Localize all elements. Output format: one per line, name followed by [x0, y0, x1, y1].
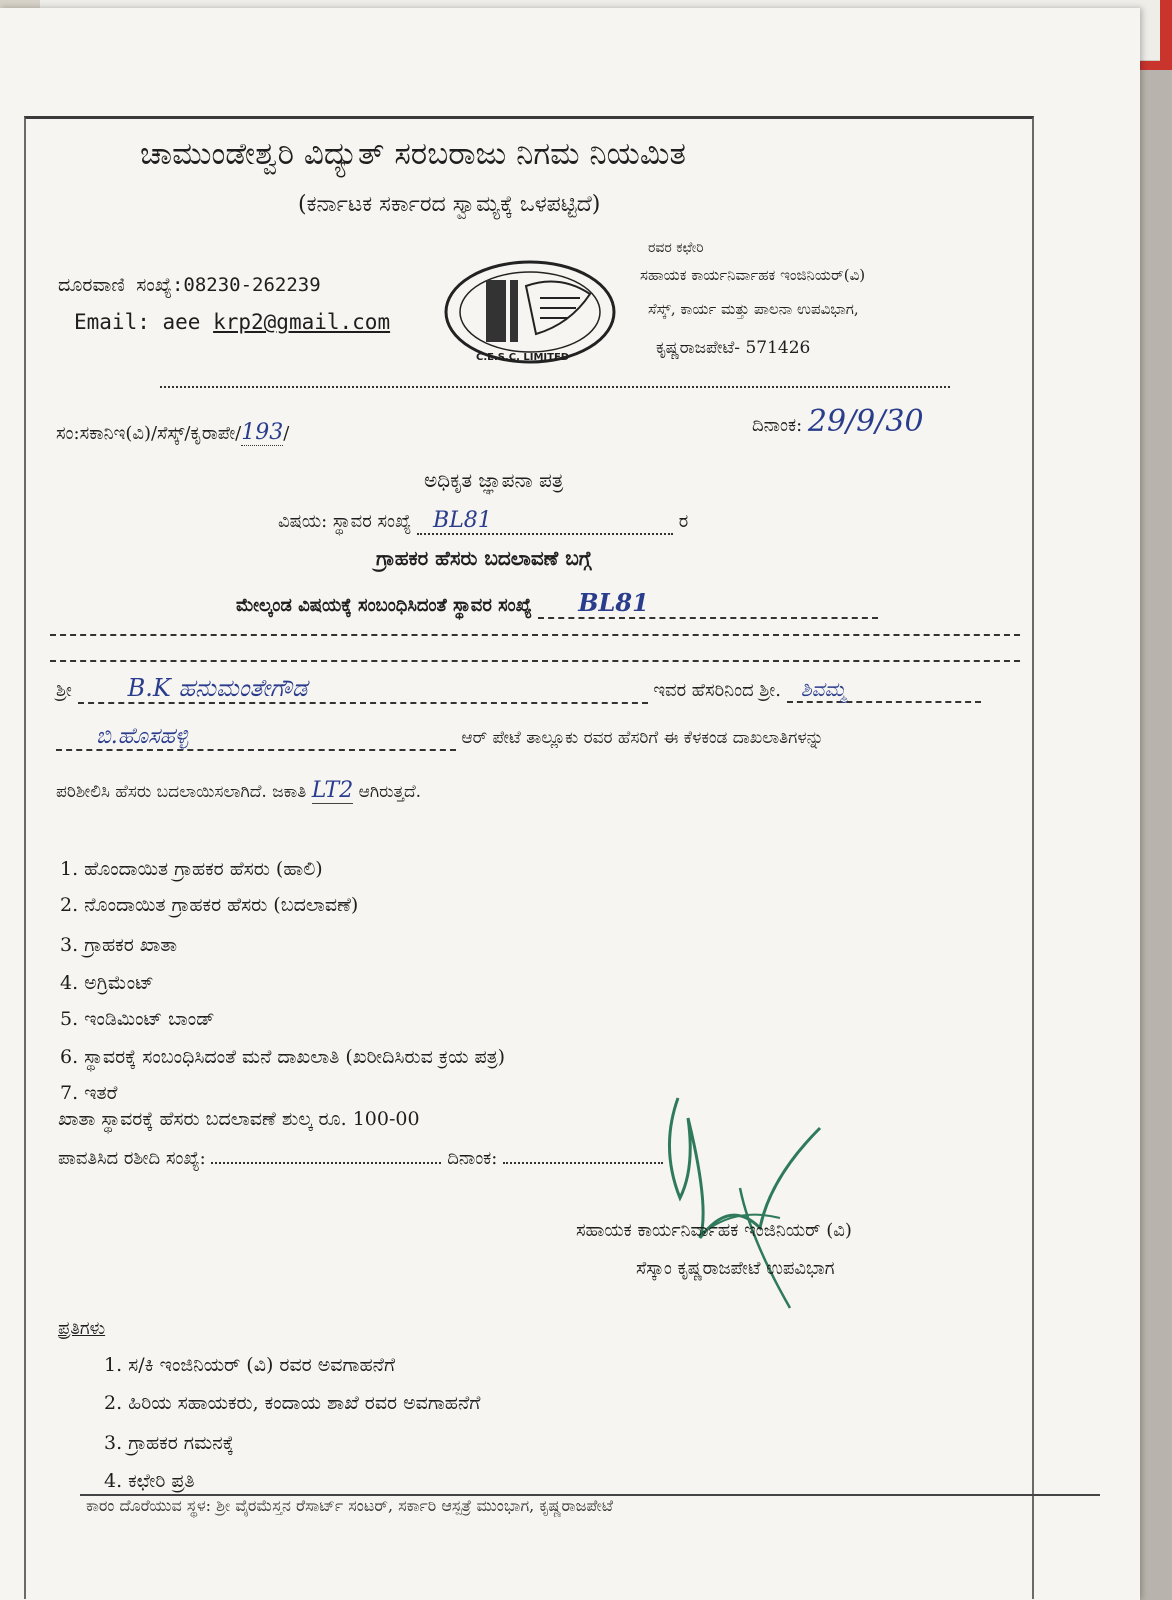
phone-number: ದೂರವಾಣಿ ಸಂಖ್ಯೆ:08230-262239	[58, 274, 321, 296]
signature-mark	[640, 1088, 840, 1318]
receipt-label: ಪಾವತಿಸಿದ ರಶೀದಿ ಸಂಖ್ಯೆ:	[58, 1148, 206, 1169]
footer-text: ಕಾರಂ ದೊರೆಯುವ ಸ್ಥಳ: ಶ್ರೀ ವೈರಮೆಸ್ತನ ರೆಸಾರ್ಟ್ ಸಂಟರ್, ಸರ್ಕಾರಿ ಆಸ್ಪತ್ರೆ ಮುಂಭಾಗ, ಕೃಷ್ಣರಾಜಪೇಟೆ	[86, 1496, 613, 1515]
dashed-divider-2	[50, 660, 1020, 662]
names-mid: ಇವರ ಹೆಸರಿನಿಂದ ಶ್ರೀ.	[653, 680, 781, 701]
date-line	[752, 404, 924, 439]
org-subtitle: (ಕರ್ನಾಟಕ ಸರ್ಕಾರದ ಸ್ವಾಮ್ಯಕ್ಕೆ ಒಳಪಟ್ಟಿದೆ)	[298, 192, 601, 217]
paragraph-value: BL81	[538, 588, 878, 619]
office-line-1: ರವರ ಕಛೇರಿ	[648, 240, 704, 256]
copy-item: 2. ಹಿರಿಯ ಸಹಾಯಕರು, ಕಂದಾಯ ಶಾಖೆ ರವರ ಅವಗಾಹನೆಗೆ	[104, 1392, 481, 1414]
email-prefix: Email: aee	[74, 310, 201, 334]
document-item: 1. ಹೊಂದಾಯಿತ ಗ್ರಾಹಕರ ಹೆಸರು (ಹಾಲಿ)	[60, 858, 323, 880]
office-line-2: ಸಹಾಯಕ ಕಾರ್ಯನಿರ್ವಾಹಕ ಇಂಜಿನಿಯರ್(ವಿ)	[640, 266, 866, 284]
document-item: 7. ಇತರೆ	[60, 1082, 118, 1104]
verification-text: ಪರಿಶೀಲಿಸಿ ಹೆಸರು ಬದಲಾಯಿಸಲಾಗಿದೆ. ಜಕಾತಿ	[56, 782, 307, 802]
cesc-logo	[440, 254, 620, 374]
copies-heading: ಪ್ರತಿಗಳು	[58, 1318, 106, 1339]
document-item: 5. ಇಂಡಿಮಿಂಟ್ ಬಾಂಡ್	[60, 1008, 215, 1030]
new-customer-village: ಬಿ.ಹೊಸಹಳ್ಳಿ	[56, 724, 456, 751]
email-link[interactable]: krp2@gmail.com	[213, 310, 391, 334]
copy-item: 4. ಕಛೇರಿ ಪ್ರತಿ	[104, 1470, 195, 1492]
verification-end: ಆಗಿರುತ್ತದೆ.	[358, 782, 422, 802]
document-item: 3. ಗ್ರಾಹಕರ ಖಾತಾ	[60, 934, 178, 956]
names-line	[56, 674, 981, 704]
copy-item: 1. ಸ/ಕಿ ಇಂಜಿನಿಯರ್ (ವಿ) ರವರ ಅವಗಾಹನೆಗೆ	[104, 1354, 395, 1376]
sri-prefix: ಶ್ರೀ	[56, 680, 72, 701]
date-value: 29/9/30	[807, 404, 924, 439]
document-item: 6. ಸ್ಥಾವರಕ್ಕೆ ಸಂಬಂಧಿಸಿದಂತೆ ಮನೆ ದಾಖಲಾತಿ (ಖರೀದಿಸಿರುವ ಕ್ರಯ ಪತ್ರ)	[60, 1046, 506, 1068]
verification-line	[56, 778, 421, 803]
copy-item: 3. ಗ್ರಾಹಕರ ಗಮನಕ್ಕೆ	[104, 1432, 234, 1454]
fee-line: ಖಾತಾ ಸ್ಥಾವರಕ್ಕೆ ಹೆಸರು ಬದಲಾವಣೆ ಶುಲ್ಕ ರೂ. 100-00	[58, 1108, 420, 1130]
address-line	[56, 724, 824, 751]
office-line-4: ಕೃಷ್ಣರಾಜಪೇಟೆ- 571426	[656, 338, 811, 358]
header-divider	[160, 386, 950, 388]
receipt-blank	[211, 1162, 441, 1164]
email-line	[74, 310, 390, 334]
tariff-value: LT2	[311, 778, 354, 803]
reference-number: ಸಂ:ಸಕಾನಿಇ(ವಿ)/ಸೆಸ್ಕ್/ಕೃರಾಪೇ/193/	[56, 420, 290, 445]
logo-caption: C.E.S.C. LIMITED	[476, 352, 570, 363]
org-title: ಚಾಮುಂಡೇಶ್ವರಿ ವಿದ್ಯುತ್ ಸರಬರಾಜು ನಿಗಮ ನಿಯಮಿತ	[140, 136, 686, 172]
subject-value: BL81	[417, 508, 673, 535]
signature-icon	[640, 1088, 840, 1318]
subject-label: ವಿಷಯ: ಸ್ಥಾವರ ಸಂಖ್ಯೆ	[278, 511, 412, 532]
memo-heading: ಅಧಿಕೃತ ಜ್ಞಾಪನಾ ಪತ್ರ	[424, 468, 564, 492]
subject-suffix: ರ	[678, 511, 689, 532]
document-item: 4. ಅಗ್ರಿಮೆಂಟ್	[60, 972, 154, 994]
date-label: ದಿನಾಂಕ:	[752, 415, 803, 436]
document-item: 2. ನೊಂದಾಯಿತ ಗ್ರಾಹಕರ ಹೆಸರು (ಬದಲಾವಣೆ)	[60, 894, 359, 916]
reference-label: ಸಂ:ಸಕಾನಿಇ(ವಿ)/ಸೆಸ್ಕ್/ಕೃರಾಪೇ/	[56, 423, 242, 444]
paragraph-label: ಮೇಲ್ಕಂಡ ವಿಷಯಕ್ಕೆ ಸಂಬಂಧಿಸಿದಂತೆ ಸ್ಥಾವರ ಸಂಖ್ಯೆ	[236, 595, 532, 616]
subject-line-2: ಗ್ರಾಹಕರ ಹೆಸರು ಬದಲಾವಣೆ ಬಗ್ಗೆ	[376, 546, 592, 570]
document-page	[0, 8, 1140, 1600]
subject-line	[278, 508, 688, 535]
address-text: ಆರ್ ಪೇಟೆ ತಾಲ್ಲೂಕು ರವರ ಹೆಸರಿಗೆ ಈ ಕೆಳಕಂಡ ದಾಖಲಾತಿಗಳನ್ನು	[461, 728, 824, 748]
new-customer-name: ಶಿವಮ್ಮ	[787, 677, 981, 703]
office-line-3: ಸೆಸ್ಕ್, ಕಾರ್ಯ ಮತ್ತು ಪಾಲನಾ ಉಪವಿಭಾಗ,	[648, 300, 859, 318]
old-customer-name: B.K ಹನುಮಂತೇಗೌಡ	[78, 674, 648, 704]
reference-paragraph	[236, 588, 878, 619]
signatory-office: ಸೆಸ್ಕಾಂ ಕೃಷ್ಣರಾಜಪೇಟೆ ಉಪವಿಭಾಗ	[636, 1258, 835, 1279]
reference-value: 193	[241, 420, 284, 445]
signatory-title: ಸಹಾಯಕ ಕಾರ್ಯನಿರ್ವಾಹಕ ಇಂಜಿನಿಯರ್ (ವಿ)	[576, 1220, 852, 1241]
dashed-divider-1	[50, 634, 1020, 636]
receipt-date-label: ದಿನಾಂಕ:	[447, 1148, 498, 1169]
receipt-line	[58, 1148, 663, 1169]
